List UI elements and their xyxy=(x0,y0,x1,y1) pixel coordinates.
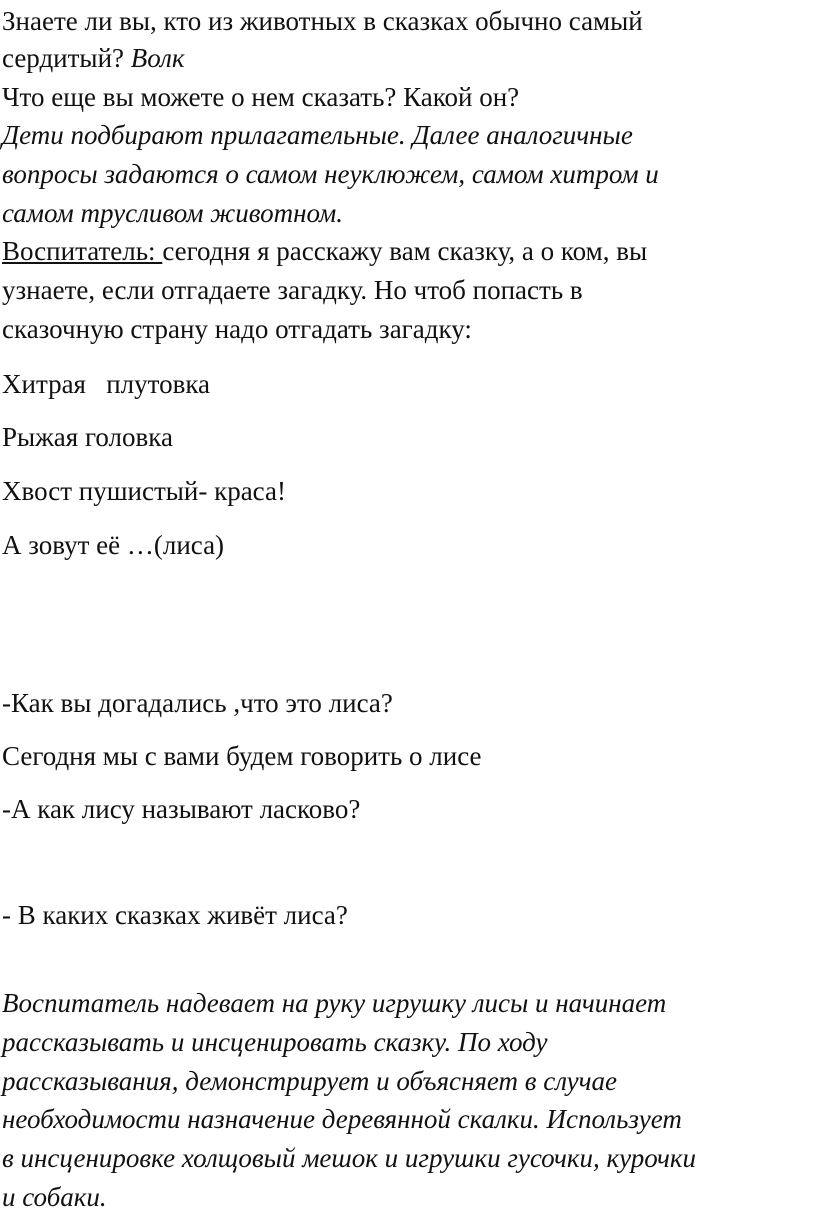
intro-text: сердитый? xyxy=(2,43,125,73)
instruction-text: вопросы задаются о самом неуклюжем, самом хитром и xyxy=(2,159,659,189)
intro-line-2 xyxy=(2,39,185,77)
closing-line-5: в инсценировке холщовый мешок и игрушки гусочки, курочки xyxy=(2,1143,697,1173)
educator-text: сказочную страну надо отгадать загадку: xyxy=(2,314,472,344)
riddle-line-2: Рыжая головка xyxy=(2,422,173,452)
intro-text: Знаете ли вы, кто из животных в сказках обычно самый xyxy=(2,6,643,36)
instruction-text: самом трусливом животном. xyxy=(2,198,343,228)
educator-line-1 xyxy=(2,232,647,270)
riddle-line-4: А зовут её …(лиса) xyxy=(2,530,225,560)
educator-text: сегодня я расскажу вам сказку, а о ком, вы xyxy=(162,236,648,266)
educator-line-3 xyxy=(2,310,472,348)
intro-line-3 xyxy=(2,78,519,116)
riddle-line-1: Хитрая плутовка xyxy=(2,369,211,399)
intro-line-4 xyxy=(2,116,633,154)
intro-line-1 xyxy=(2,2,643,40)
educator-label: Воспитатель: xyxy=(2,236,163,266)
closing-line-2: рассказывать и инсценировать сказку. По ходу xyxy=(2,1027,548,1057)
closing-line-6: и собаки. xyxy=(2,1182,107,1212)
riddle-line-3: Хвост пушистый- краса! xyxy=(2,476,286,506)
question-2: Сегодня мы с вами будем говорить о лисе xyxy=(2,741,482,771)
closing-line-3: рассказывания, демонстрирует и объясняет в случае xyxy=(2,1066,618,1096)
intro-text: Что еще вы можете о нем сказать? Какой он? xyxy=(2,82,520,112)
closing-line-4: необходимости назначение деревянной скалки. Использует xyxy=(2,1104,682,1134)
question-4: - В каких сказках живёт лиса? xyxy=(2,900,348,930)
educator-line-2 xyxy=(2,271,583,309)
educator-text: узнаете, если отгадаете загадку. Но чтоб попасть в xyxy=(2,275,583,305)
question-3: -А как лису называют ласково? xyxy=(2,794,361,824)
answer-wolf: Волк xyxy=(130,43,185,73)
question-1: -Как вы догадались ,что это лиса? xyxy=(2,688,393,718)
instruction-text: Дети подбирают прилагательные. Далее аналогичные xyxy=(2,120,633,150)
closing-line-1: Воспитатель надевает на руку игрушку лисы и начинает xyxy=(2,988,667,1018)
intro-line-6 xyxy=(2,194,343,232)
intro-line-5 xyxy=(2,155,659,193)
